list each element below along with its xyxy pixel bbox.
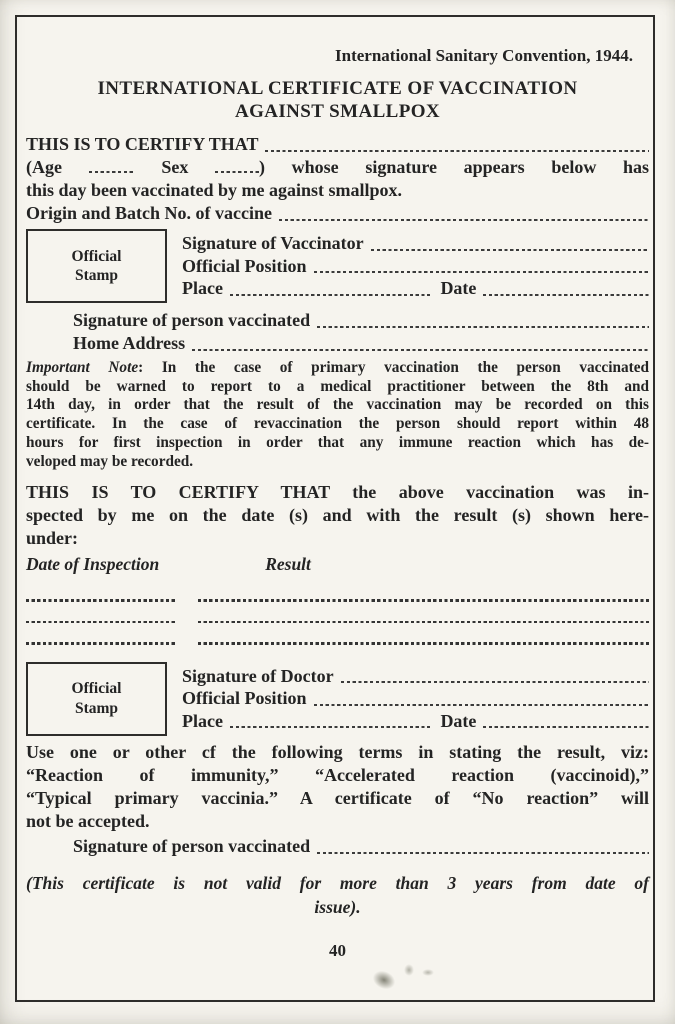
important-note-line3: 14th day, in order that the result of the vaccination may be recorded on this bbox=[26, 396, 649, 414]
age-label: (Age bbox=[26, 157, 62, 177]
inspection-row bbox=[26, 627, 649, 649]
home-address-row bbox=[26, 332, 649, 355]
person-signature-label-2: Signature of person vaccinated bbox=[73, 835, 311, 856]
inspection-result-blank-line bbox=[198, 642, 649, 644]
official-stamp-label-line1: Official bbox=[71, 680, 122, 698]
inspection-row bbox=[26, 606, 649, 628]
doctor-place-date-row bbox=[182, 710, 649, 733]
vaccinator-place-date-row bbox=[182, 277, 649, 300]
official-stamp-box bbox=[26, 229, 167, 303]
person-vaccinated-block bbox=[26, 309, 649, 355]
page-number: 40 bbox=[329, 940, 346, 960]
result-terms-line3: “Typical primary vaccinia.” A certificate of “No reaction” will bbox=[26, 787, 649, 808]
origin-batch-blank-line bbox=[279, 219, 649, 221]
origin-batch-label: Origin and Batch No. of vaccine bbox=[26, 203, 272, 223]
certify-that-blank-line bbox=[265, 150, 649, 152]
convention-heading: International Sanitary Convention, 1944. bbox=[335, 46, 633, 65]
official-stamp-box bbox=[26, 662, 167, 736]
doctor-place-blank-line bbox=[230, 726, 430, 728]
important-note bbox=[26, 359, 649, 471]
origin-batch-row bbox=[26, 202, 649, 225]
doctor-position-label: Official Position bbox=[182, 688, 307, 709]
result-terms-paragraph bbox=[26, 741, 649, 833]
inspection-table-headers bbox=[26, 553, 649, 575]
vaccinator-date-label: Date bbox=[440, 278, 477, 299]
inspection-certify-section bbox=[26, 481, 649, 550]
doctor-signature-row bbox=[182, 665, 649, 688]
vaccinator-place-blank-line bbox=[230, 294, 430, 296]
inspection-table bbox=[26, 584, 649, 649]
page-content bbox=[26, 0, 649, 962]
doctor-place-label: Place bbox=[182, 710, 223, 731]
inspection-date-blank-line bbox=[26, 599, 176, 601]
vaccinator-signature-label: Signature of Vaccinator bbox=[182, 233, 364, 254]
vaccinator-position-label: Official Position bbox=[182, 255, 307, 276]
home-address-label: Home Address bbox=[73, 333, 186, 353]
validity-statement bbox=[26, 871, 649, 920]
validity-line1: (This certificate is not valid for more than 3 years from date of bbox=[26, 872, 649, 893]
vaccinator-signature-row bbox=[182, 232, 649, 255]
important-note-line1-rest: : In the case of primary vaccination the person vaccinated bbox=[138, 359, 649, 376]
result-terms-line1: Use one or other cf the following terms in stating the result, viz: bbox=[26, 741, 649, 762]
sex-label: Sex bbox=[161, 157, 189, 177]
inspection-result-blank-line bbox=[198, 621, 649, 623]
result-terms-line4: not be accepted. bbox=[26, 810, 150, 831]
vaccinated-statement-line: this day been vaccinated by me against smallpox. bbox=[26, 180, 403, 200]
important-note-line1 bbox=[26, 359, 649, 378]
doctor-date-label: Date bbox=[440, 710, 477, 731]
inspection-result-blank-line bbox=[198, 599, 649, 601]
doctor-position-blank-line bbox=[314, 704, 650, 706]
certify-that-row bbox=[26, 133, 649, 156]
doctor-stamp-row bbox=[26, 662, 649, 736]
sex-blank-line bbox=[215, 171, 259, 173]
vaccinator-position-row bbox=[182, 255, 649, 278]
certify-that-label: THIS IS TO CERTIFY THAT bbox=[26, 134, 259, 154]
inspection-row bbox=[26, 584, 649, 606]
person-signature-blank-line-2 bbox=[317, 852, 649, 854]
important-note-line4: certificate. In the case of revaccination the person should report within 48 bbox=[26, 415, 649, 433]
official-stamp-label-line2: Stamp bbox=[74, 699, 119, 717]
vaccinator-place-label: Place bbox=[182, 278, 223, 299]
vaccinator-fields bbox=[182, 232, 649, 300]
important-note-line6: veloped may be recorded. bbox=[26, 452, 194, 470]
vaccination-certify-section bbox=[26, 133, 649, 225]
important-note-line5: hours for first inspection in order that any immune reaction which has de- bbox=[26, 433, 649, 451]
doctor-signature-blank-line bbox=[341, 681, 649, 683]
result-header: Result bbox=[265, 554, 311, 575]
person-signature-blank-line bbox=[317, 326, 649, 328]
inspection-certify-line1 bbox=[26, 481, 649, 504]
result-terms-line2: “Reaction of immunity,” “Accelerated reaction (vaccinoid),” bbox=[26, 764, 649, 785]
important-note-label: Important Note bbox=[26, 359, 139, 376]
person-signature-row bbox=[26, 309, 649, 332]
age-blank-line bbox=[89, 171, 135, 173]
certificate-title bbox=[26, 77, 649, 123]
date-of-inspection-header: Date of Inspection bbox=[26, 554, 160, 575]
vaccinator-position-blank-line bbox=[314, 271, 650, 273]
inspection-certify-line1-rest: the above vaccination was in- bbox=[352, 482, 649, 503]
vaccinator-date-blank-line bbox=[483, 294, 649, 296]
inspection-certify-line2: spected by me on the date (s) and with the result (s) shown here- bbox=[26, 505, 649, 526]
certificate-title-line2: AGAINST SMALLPOX bbox=[234, 101, 441, 122]
vaccinator-stamp-row bbox=[26, 229, 649, 303]
important-note-line2: should be warned to report to a medical practitioner between the 8th and bbox=[26, 377, 649, 395]
validity-line2: issue). bbox=[314, 897, 361, 918]
doctor-position-row bbox=[182, 687, 649, 710]
certificate-title-line1: INTERNATIONAL CERTIFICATE OF VACCINATION bbox=[97, 78, 578, 99]
person-signature-label: Signature of person vaccinated bbox=[73, 310, 311, 330]
doctor-signature-label: Signature of Doctor bbox=[182, 665, 334, 686]
vaccinator-signature-blank-line bbox=[371, 249, 649, 251]
doctor-fields bbox=[182, 665, 649, 733]
official-stamp-label-line1: Official bbox=[71, 247, 122, 265]
doctor-date-blank-line bbox=[483, 726, 649, 728]
age-sex-suffix: ) whose signature appears below has bbox=[259, 157, 650, 177]
home-address-blank-line bbox=[192, 349, 649, 351]
age-sex-row bbox=[26, 156, 649, 179]
inspection-certify-label: THIS IS TO CERTIFY THAT bbox=[26, 482, 330, 503]
person-signature-row-2 bbox=[26, 835, 649, 858]
inspection-date-blank-line bbox=[26, 642, 176, 644]
inspection-date-blank-line bbox=[26, 621, 176, 623]
inspection-certify-line3: under: bbox=[26, 528, 79, 549]
official-stamp-label-line2: Stamp bbox=[74, 267, 119, 284]
